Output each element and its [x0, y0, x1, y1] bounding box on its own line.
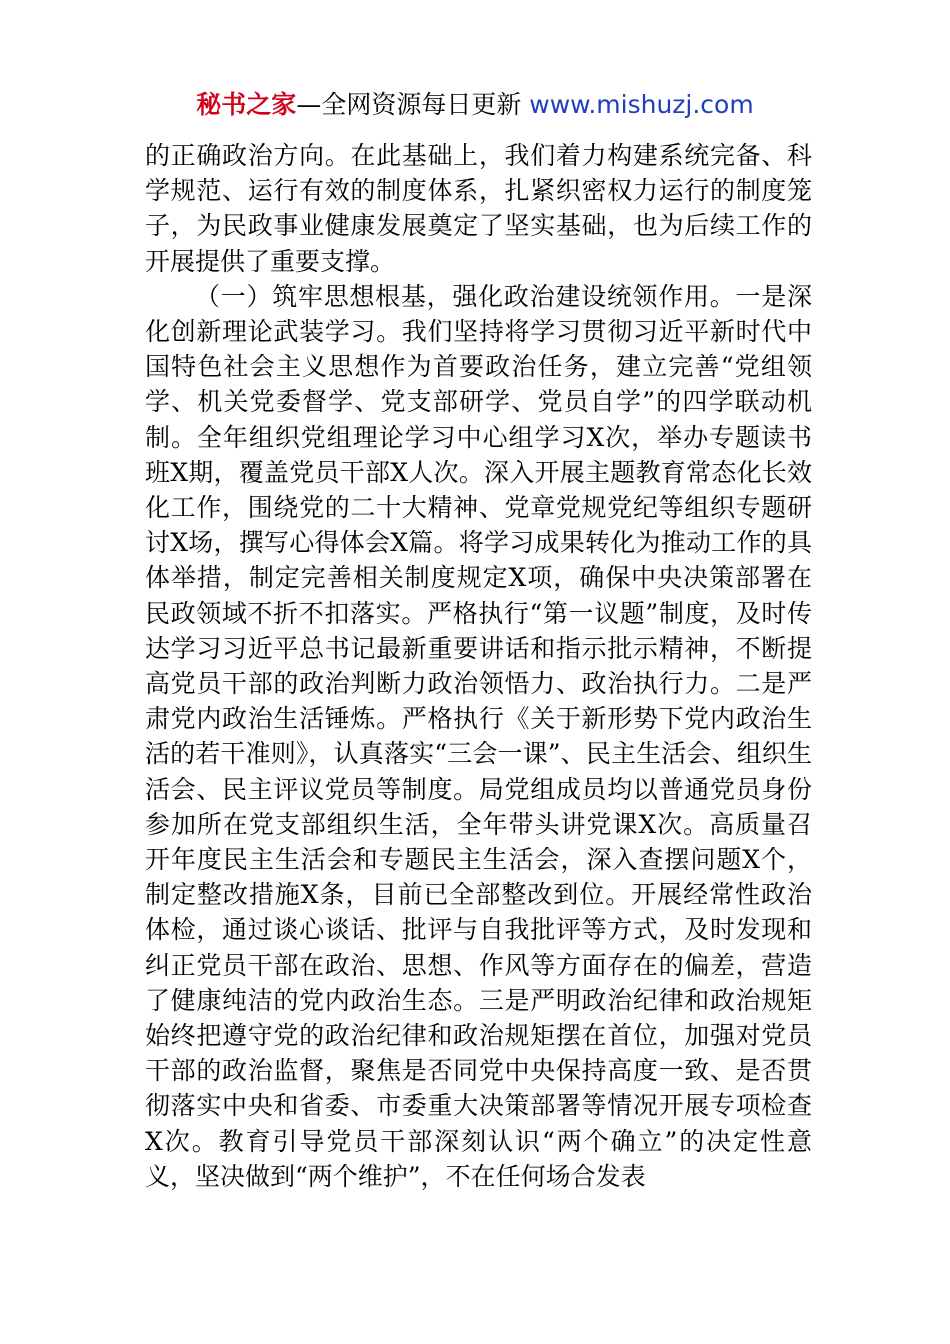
document-body — [145, 138, 812, 1194]
paragraph-section-one: （一）筑牢思想根基，强化政治建设统领作用。一是深化创新理论武装学习。我们坚持将学习贯彻习近平新时代中国特色社会主义思想作为首要政治任务，建立完善“党组领学、机关党委督学、党支部研学、党员自学”的四学联动机制。全年组织党组理论学习中心组学习X次，举办专题读书班X期，覆盖党员干部X人次。深入开展主题教育常态化长效化工作，围绕党的二十大精神、党章党规党纪等组织专题研讨X场，撰写心得体会X篇。将学习成果转化为推动工作的具体举措，制定完善相关制度规定X项，确保中央决策部署在民政领域不折不扣落实。严格执行“第一议题”制度，及时传达学习习近平总书记最新重要讲话和指示批示精神，不断提高党员干部的政治判断力政治领悟力、政治执行力。二是严肃党内政治生活锤炼。严格执行《关于新形势下党内政治生活的若干准则》，认真落实“三会一课”、民主生活会、组织生活会、民主评议党员等制度。局党组成员均以普通党员身份参加所在党支部组织生活，全年带头讲党课X次。高质量召开年度民主生活会和专题民主生活会，深入查摆问题X个，制定整改措施X条，目前已全部整改到位。开展经常性政治体检，通过谈心谈话、批评与自我批评等方式，及时发现和纠正党员干部在政治、思想、作风等方面存在的偏差，营造了健康纯洁的党内政治生态。三是严明政治纪律和政治规矩始终把遵守党的政治纪律和政治规矩摆在首位，加强对党员干部的政治监督，聚焦是否同党中央保持高度一致、是否贯彻落实中央和省委、市委重大决策部署等情况开展专项检查X次。教育引导党员干部深刻认识“两个确立”的决定性意义，坚决做到“两个维护”，不在任何场合发表 — [145, 281, 812, 1191]
brand-name: 秘书之家 — [196, 90, 297, 119]
paragraph-continuation: 的正确政治方向。在此基础上，我们着力构建系统完备、科学规范、运行有效的制度体系，扎紧织密权力运行的制度笼子，为民政事业健康发展奠定了坚实基础，也为后续工作的开展提供了重要支撑。 — [145, 141, 812, 276]
header-slogan: 全网资源每日更新 — [321, 90, 522, 119]
site-url-link[interactable]: www.mishuzj.com — [529, 90, 754, 119]
site-header — [0, 88, 950, 122]
header-separator: — — [296, 90, 322, 119]
